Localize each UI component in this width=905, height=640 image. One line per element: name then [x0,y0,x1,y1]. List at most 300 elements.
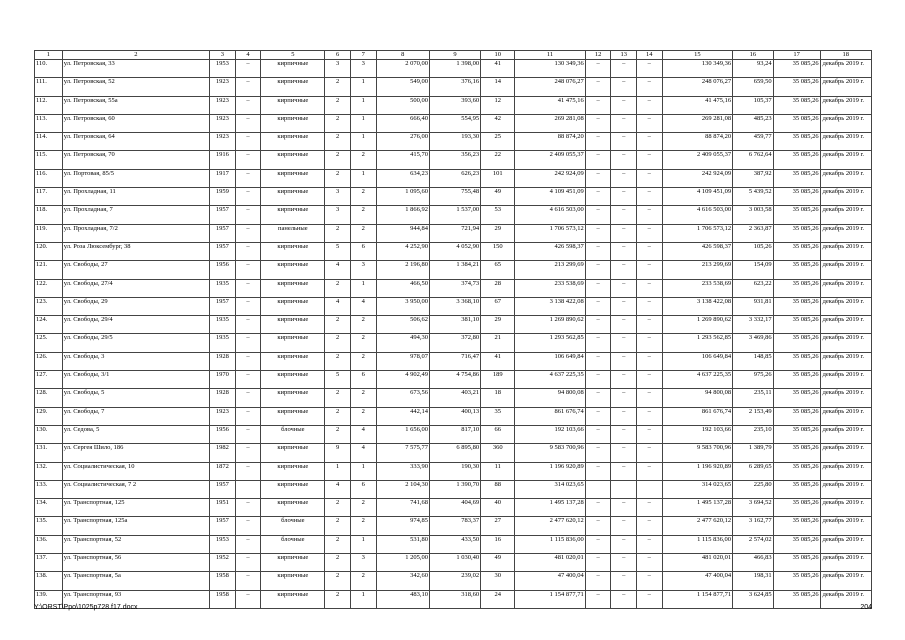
table-cell-col-9: 374,73 [429,279,480,297]
table-cell-col-7: 2 [350,188,376,206]
table-cell-col-3: 1872 [210,462,236,480]
table-cell-col-3: 1917 [210,169,236,187]
table-cell-col-4: – [235,279,261,297]
table-cell-col-6: 2 [325,499,351,517]
table-cell-col-5: кирпичные [261,96,325,114]
table-cell-col-14: – [637,554,663,572]
table-cell-col-3: 1935 [210,316,236,334]
table-cell-col-1: 128. [35,389,63,407]
table-cell-col-4: – [235,133,261,151]
table-cell-col-8: 974,85 [376,517,429,535]
table-cell-col-14: – [637,242,663,260]
table-cell-col-2: ул. Социалистическая, 10 [62,462,209,480]
table-cell-col-11: 4 637 225,35 [515,371,585,389]
table-cell-col-18: декабрь 2019 г. [820,334,871,352]
table-cell-col-4: – [235,444,261,462]
table-cell-col-16: 1 389,79 [733,444,774,462]
table-cell-col-8: 4 252,90 [376,242,429,260]
table-cell-col-13: – [611,371,637,389]
table-cell-col-8: 342,60 [376,572,429,590]
table-cell-col-9: 1 030,40 [429,554,480,572]
table-cell-col-8: 333,90 [376,462,429,480]
table-cell-col-18: декабрь 2019 г. [820,261,871,279]
table-cell-col-17: 35 085,26 [773,444,820,462]
table-cell-col-8: 978,07 [376,352,429,370]
table-cell-col-3: 1923 [210,133,236,151]
table-cell-col-7: 6 [350,242,376,260]
table-cell-col-5: кирпичные [261,261,325,279]
table-cell-col-13: – [611,133,637,151]
table-cell-col-12: – [585,554,611,572]
table-cell-col-6: 4 [325,480,351,498]
table-cell-col-17: 35 085,26 [773,425,820,443]
table-cell-col-5: кирпичные [261,554,325,572]
table-cell-col-18: декабрь 2019 г. [820,407,871,425]
table-row [35,517,872,535]
table-cell-col-4 [235,480,261,498]
table-cell-col-13: – [611,407,637,425]
table-cell-col-3: 1958 [210,590,236,608]
table-cell-col-5: кирпичные [261,169,325,187]
table-cell-col-3: 1957 [210,242,236,260]
table-row [35,334,872,352]
table-cell-col-3: 1935 [210,334,236,352]
table-cell-col-15: 213 299,69 [662,261,732,279]
table-cell-col-17: 35 085,26 [773,297,820,315]
table-cell-col-13: – [611,590,637,608]
table-cell-col-12: – [585,389,611,407]
table-cell-col-2: ул. Прохладная, 7 [62,206,209,224]
table-cell-col-9: 1 398,00 [429,60,480,78]
table-cell-col-13: – [611,352,637,370]
table-cell-col-4: – [235,371,261,389]
table-cell-col-13: – [611,261,637,279]
table-cell-col-6: 2 [325,224,351,242]
table-cell-col-17: 35 085,26 [773,133,820,151]
table-cell-col-9: 1 384,21 [429,261,480,279]
table-cell-col-13: – [611,535,637,553]
table-cell-col-1: 123. [35,297,63,315]
table-cell-col-6: 5 [325,242,351,260]
table-cell-col-1: 119. [35,224,63,242]
table-cell-col-9: 1 390,70 [429,480,480,498]
table-cell-col-17: 35 085,26 [773,517,820,535]
table-cell-col-1: 136. [35,535,63,553]
table-cell-col-15: 4 109 451,09 [662,188,732,206]
table-cell-col-5: кирпичные [261,389,325,407]
table-cell-col-17: 35 085,26 [773,590,820,608]
table-cell-col-13: – [611,297,637,315]
table-cell-col-1: 113. [35,114,63,132]
table-cell-col-17: 35 085,26 [773,224,820,242]
table-cell-col-12: – [585,316,611,334]
table-cell-col-10: 41 [481,60,515,78]
table-cell-col-10: 53 [481,206,515,224]
table-cell-col-14 [637,480,663,498]
table-cell-col-8: 1 866,92 [376,206,429,224]
table-cell-col-12: – [585,188,611,206]
table-row [35,389,872,407]
table-cell-col-2: ул. Свободы, 5 [62,389,209,407]
table-cell-col-18: декабрь 2019 г. [820,224,871,242]
table-cell-col-5: панельные [261,224,325,242]
table-cell-col-9: 4 052,90 [429,242,480,260]
table-row [35,407,872,425]
table-cell-col-15: 47 400,04 [662,572,732,590]
column-header-14: 14 [637,51,663,60]
table-cell-col-7: 1 [350,96,376,114]
table-cell-col-3: 1923 [210,78,236,96]
table-cell-col-18: декабрь 2019 г. [820,425,871,443]
table-cell-col-7: 4 [350,425,376,443]
table-cell-col-6: 2 [325,352,351,370]
table-cell-col-11: 426 598,37 [515,242,585,260]
table-cell-col-14: – [637,316,663,334]
table-cell-col-5: кирпичные [261,407,325,425]
table-cell-col-13: – [611,444,637,462]
table-cell-col-11: 269 281,08 [515,114,585,132]
table-row [35,261,872,279]
table-cell-col-6: 9 [325,444,351,462]
table-cell-col-8: 1 205,00 [376,554,429,572]
table-row [35,224,872,242]
table-cell-col-3: 1957 [210,517,236,535]
table-cell-col-4: – [235,334,261,352]
table-cell-col-5: кирпичные [261,572,325,590]
table-cell-col-18: декабрь 2019 г. [820,78,871,96]
table-cell-col-15: 4 616 503,00 [662,206,732,224]
table-cell-col-13: – [611,206,637,224]
table-row [35,151,872,169]
table-cell-col-10: 150 [481,242,515,260]
table-cell-col-12: – [585,535,611,553]
table-cell-col-7: 1 [350,114,376,132]
table-cell-col-11: 1 706 573,12 [515,224,585,242]
table-cell-col-1: 117. [35,188,63,206]
table-cell-col-15: 233 538,69 [662,279,732,297]
table-cell-col-1: 125. [35,334,63,352]
table-cell-col-15: 1 495 137,28 [662,499,732,517]
table-cell-col-14: – [637,169,663,187]
table-cell-col-1: 132. [35,462,63,480]
table-cell-col-5: кирпичные [261,60,325,78]
table-cell-col-10: 189 [481,371,515,389]
table-cell-col-18: декабрь 2019 г. [820,572,871,590]
table-cell-col-4: – [235,425,261,443]
table-cell-col-8: 666,40 [376,114,429,132]
table-cell-col-8: 506,62 [376,316,429,334]
table-cell-col-9: 376,16 [429,78,480,96]
footer-file-path: Y:\ORST\Ppo\1025p728.f17.docx [34,604,138,611]
table-cell-col-12: – [585,206,611,224]
table-cell-col-12: – [585,133,611,151]
table-cell-col-2: ул. Петровская, 52 [62,78,209,96]
table-cell-col-15: 314 023,65 [662,480,732,498]
table-cell-col-2: ул. Прохладная, 7/2 [62,224,209,242]
table-row [35,242,872,260]
table-cell-col-8: 1 656,00 [376,425,429,443]
table-cell-col-10: 21 [481,334,515,352]
table-cell-col-7: 2 [350,151,376,169]
table-cell-col-16: 93,24 [733,60,774,78]
table-cell-col-14: – [637,371,663,389]
table-cell-col-6: 4 [325,261,351,279]
table-cell-col-17: 35 085,26 [773,389,820,407]
table-cell-col-13: – [611,96,637,114]
table-cell-col-17: 35 085,26 [773,169,820,187]
table-cell-col-11: 4 109 451,09 [515,188,585,206]
table-cell-col-7: 4 [350,444,376,462]
table-cell-col-6: 1 [325,462,351,480]
table-row [35,480,872,498]
table-cell-col-2: ул. Свободы, 29/4 [62,316,209,334]
table-cell-col-7: 1 [350,535,376,553]
table-cell-col-16: 459,77 [733,133,774,151]
table-cell-col-16: 466,83 [733,554,774,572]
column-number-header-row [35,51,872,60]
table-cell-col-4: – [235,572,261,590]
table-row [35,425,872,443]
table-cell-col-11: 861 676,74 [515,407,585,425]
table-cell-col-6: 5 [325,371,351,389]
table-cell-col-3: 1959 [210,188,236,206]
table-cell-col-12: – [585,590,611,608]
table-cell-col-8: 2 196,80 [376,261,429,279]
table-cell-col-2: ул. Свободы, 27/4 [62,279,209,297]
table-cell-col-11: 314 023,65 [515,480,585,498]
table-cell-col-3: 1957 [210,224,236,242]
table-cell-col-2: ул. Транспортная, 125 [62,499,209,517]
table-cell-col-8: 7 575,77 [376,444,429,462]
table-cell-col-16: 623,22 [733,279,774,297]
table-cell-col-9: 403,21 [429,389,480,407]
table-cell-col-17: 35 085,26 [773,242,820,260]
table-cell-col-18: декабрь 2019 г. [820,517,871,535]
table-cell-col-3: 1951 [210,499,236,517]
table-cell-col-17: 35 085,26 [773,554,820,572]
table-cell-col-11: 1 154 877,71 [515,590,585,608]
table-cell-col-15: 130 349,36 [662,60,732,78]
table-cell-col-5: кирпичные [261,462,325,480]
table-cell-col-8: 3 950,00 [376,297,429,315]
table-cell-col-12: – [585,444,611,462]
table-cell-col-15: 1 115 836,00 [662,535,732,553]
table-cell-col-13: – [611,425,637,443]
table-cell-col-2: ул. Свободы, 27 [62,261,209,279]
table-cell-col-14: – [637,535,663,553]
table-cell-col-13: – [611,60,637,78]
table-cell-col-1: 126. [35,352,63,370]
table-cell-col-6: 2 [325,334,351,352]
table-cell-col-12: – [585,242,611,260]
table-cell-col-2: ул. Прохладная, 11 [62,188,209,206]
table-cell-col-1: 112. [35,96,63,114]
table-cell-col-12: – [585,334,611,352]
table-cell-col-2: ул. Социалистическая, 7 2 [62,480,209,498]
table-cell-col-16: 225,80 [733,480,774,498]
table-cell-col-14: – [637,188,663,206]
table-cell-col-11: 481 020,01 [515,554,585,572]
table-cell-col-7: 2 [350,224,376,242]
table-cell-col-3: 1935 [210,279,236,297]
table-cell-col-10: 40 [481,499,515,517]
table-cell-col-11: 1 495 137,28 [515,499,585,517]
table-cell-col-4: – [235,535,261,553]
table-cell-col-16: 975,26 [733,371,774,389]
table-cell-col-14: – [637,444,663,462]
table-cell-col-6: 2 [325,114,351,132]
table-cell-col-2: ул. Транспортная, 93 [62,590,209,608]
table-cell-col-13: – [611,517,637,535]
table-cell-col-1: 131. [35,444,63,462]
table-row [35,114,872,132]
table-cell-col-16: 105,37 [733,96,774,114]
table-cell-col-15: 1 269 890,62 [662,316,732,334]
table-cell-col-8: 466,50 [376,279,429,297]
document-table-container [34,50,872,609]
table-cell-col-14: – [637,151,663,169]
table-cell-col-10: 49 [481,188,515,206]
table-row [35,206,872,224]
table-cell-col-2: ул. Свободы, 29 [62,297,209,315]
table-cell-col-18: декабрь 2019 г. [820,60,871,78]
table-cell-col-18: декабрь 2019 г. [820,499,871,517]
table-cell-col-6: 2 [325,96,351,114]
table-cell-col-12: – [585,352,611,370]
table-cell-col-14: – [637,224,663,242]
table-cell-col-1: 115. [35,151,63,169]
table-cell-col-10: 42 [481,114,515,132]
table-row [35,444,872,462]
table-cell-col-9: 554,95 [429,114,480,132]
table-cell-col-4: – [235,389,261,407]
table-cell-col-18: декабрь 2019 г. [820,151,871,169]
table-cell-col-13: – [611,389,637,407]
table-cell-col-14: – [637,279,663,297]
table-cell-col-12: – [585,499,611,517]
table-cell-col-6: 3 [325,60,351,78]
table-cell-col-17: 35 085,26 [773,114,820,132]
table-cell-col-11: 233 538,69 [515,279,585,297]
table-cell-col-15: 1 293 562,85 [662,334,732,352]
table-cell-col-9: 4 754,86 [429,371,480,389]
table-cell-col-16: 235,10 [733,425,774,443]
table-cell-col-17: 35 085,26 [773,78,820,96]
table-row [35,297,872,315]
table-cell-col-10: 27 [481,517,515,535]
table-cell-col-16: 3 003,58 [733,206,774,224]
table-cell-col-10: 24 [481,590,515,608]
table-cell-col-15: 481 020,01 [662,554,732,572]
table-cell-col-11: 1 269 890,62 [515,316,585,334]
column-header-1: 1 [35,51,63,60]
table-cell-col-4: – [235,261,261,279]
table-cell-col-2: ул. Портовая, 85/5 [62,169,209,187]
table-cell-col-9: 318,60 [429,590,480,608]
table-cell-col-2: ул. Свободы, 29/5 [62,334,209,352]
table-cell-col-18: декабрь 2019 г. [820,371,871,389]
table-cell-col-12: – [585,151,611,169]
table-cell-col-2: ул. Петровская, 70 [62,151,209,169]
table-cell-col-17: 35 085,26 [773,352,820,370]
table-cell-col-13: – [611,462,637,480]
table-cell-col-11: 192 103,66 [515,425,585,443]
table-cell-col-7: 2 [350,389,376,407]
table-cell-col-13: – [611,188,637,206]
table-cell-col-3: 1953 [210,60,236,78]
table-cell-col-18: декабрь 2019 г. [820,444,871,462]
table-cell-col-8: 1 095,60 [376,188,429,206]
table-cell-col-16: 3 332,17 [733,316,774,334]
table-cell-col-11: 2 409 055,37 [515,151,585,169]
table-cell-col-3: 1957 [210,297,236,315]
table-cell-col-3: 1923 [210,96,236,114]
table-cell-col-12: – [585,462,611,480]
table-cell-col-6: 2 [325,133,351,151]
column-header-7: 7 [350,51,376,60]
table-cell-col-6: 2 [325,590,351,608]
table-cell-col-6: 2 [325,389,351,407]
table-row [35,60,872,78]
table-cell-col-13: – [611,151,637,169]
table-cell-col-10: 101 [481,169,515,187]
table-cell-col-7: 2 [350,206,376,224]
table-cell-col-14: – [637,334,663,352]
table-cell-col-8: 494,30 [376,334,429,352]
table-cell-col-11: 1 115 836,00 [515,535,585,553]
column-header-17: 17 [773,51,820,60]
table-cell-col-9: 381,10 [429,316,480,334]
column-header-2: 2 [62,51,209,60]
table-cell-col-18: декабрь 2019 г. [820,188,871,206]
table-cell-col-15: 94 800,08 [662,389,732,407]
table-cell-col-2: ул. Свободы, 3 [62,352,209,370]
table-row [35,316,872,334]
table-cell-col-17: 35 085,26 [773,151,820,169]
table-cell-col-9: 239,02 [429,572,480,590]
table-cell-col-16: 3 624,85 [733,590,774,608]
table-cell-col-4: – [235,169,261,187]
table-cell-col-6: 2 [325,407,351,425]
table-cell-col-4: – [235,517,261,535]
table-cell-col-8: 634,23 [376,169,429,187]
table-cell-col-4: – [235,407,261,425]
table-row [35,572,872,590]
column-header-13: 13 [611,51,637,60]
table-cell-col-8: 276,00 [376,133,429,151]
table-row [35,499,872,517]
column-header-15: 15 [662,51,732,60]
table-cell-col-13 [611,480,637,498]
table-cell-col-5: кирпичные [261,499,325,517]
table-cell-col-2: ул. Сергея Шило, 186 [62,444,209,462]
table-cell-col-6: 3 [325,188,351,206]
table-cell-col-14: – [637,133,663,151]
table-row [35,590,872,608]
table-cell-col-5: кирпичные [261,480,325,498]
table-cell-col-9: 433,50 [429,535,480,553]
column-header-11: 11 [515,51,585,60]
table-cell-col-16: 387,92 [733,169,774,187]
table-cell-col-3: 1952 [210,554,236,572]
table-cell-col-4: – [235,242,261,260]
table-cell-col-3: 1928 [210,389,236,407]
table-cell-col-14: – [637,407,663,425]
column-header-16: 16 [733,51,774,60]
table-cell-col-1: 116. [35,169,63,187]
table-cell-col-17: 35 085,26 [773,407,820,425]
table-cell-col-10: 41 [481,352,515,370]
